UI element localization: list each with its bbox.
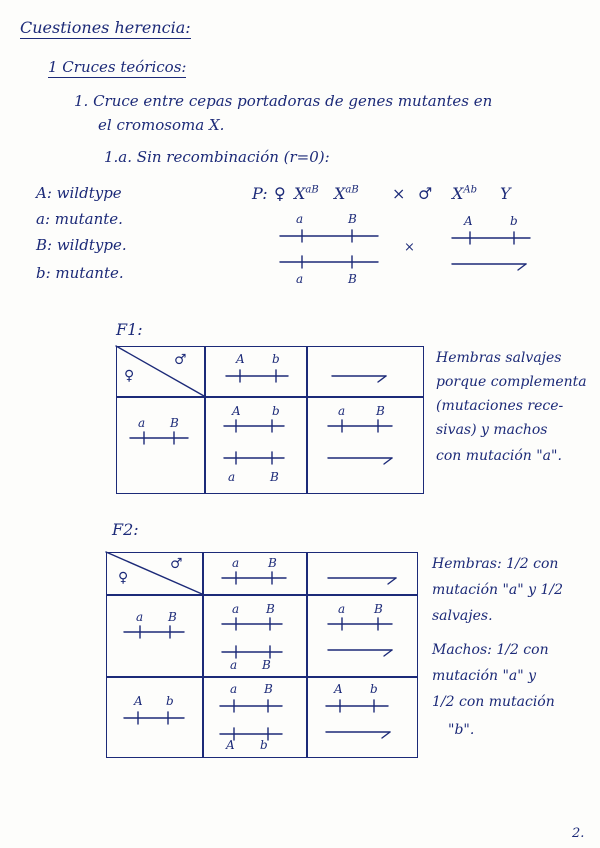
f2-r2-chromosome xyxy=(122,712,192,726)
x-text: X xyxy=(334,184,346,203)
f2-label: F2: xyxy=(112,520,139,539)
f2-r2-A: A xyxy=(134,694,143,708)
subsection-line-2: el cromosoma X. xyxy=(98,116,225,134)
x-text: X xyxy=(452,184,464,203)
f2-c21-b: b xyxy=(260,738,268,752)
subsection-1a: 1.a. Sin recombinación (r=0): xyxy=(104,148,330,166)
f1-note-5: con mutación "a". xyxy=(436,448,562,464)
x-text: X xyxy=(294,184,306,203)
f1-hdr-b: b xyxy=(272,352,280,366)
f1-row-chromosome xyxy=(128,432,198,446)
f2-r1-a: a xyxy=(136,610,144,624)
f1-row-B: B xyxy=(170,416,179,430)
subsection-line-1: 1. Cruce entre cepas portadoras de genes mutantes en xyxy=(74,92,493,110)
parent-m-label-A: A xyxy=(464,214,473,228)
cross-p-label: P: xyxy=(252,184,268,203)
f2-c11-chromosomes xyxy=(220,618,290,658)
f1-note-3: (mutaciones rece- xyxy=(436,398,564,414)
f2-male-icon: ♂ xyxy=(170,556,183,572)
f2-c11-a2: a xyxy=(230,658,238,672)
parent-male-chromosomes xyxy=(450,230,540,270)
f1-c1-B: B xyxy=(270,470,279,484)
f2-col-line-2 xyxy=(306,552,308,758)
f2-c11-B: B xyxy=(266,602,275,616)
f2-note-1: Hembras: 1/2 con xyxy=(432,556,559,572)
male-y: Y xyxy=(500,184,511,203)
legend-B: B: wildtype. xyxy=(36,236,127,254)
female-x1 xyxy=(294,184,319,203)
f1-row-a: a xyxy=(138,416,146,430)
parent-f-label-B2: B xyxy=(348,272,357,286)
f2-note-7: "b". xyxy=(448,722,475,738)
f2-female-icon: ♀ xyxy=(118,570,129,586)
f1-c2-B: B xyxy=(376,404,385,418)
parent-m-label-b: b xyxy=(510,214,518,228)
f2-c22-chromosomes xyxy=(324,700,404,740)
f1-hdr-A: A xyxy=(236,352,245,366)
male-symbol: ♂ xyxy=(418,184,433,203)
f2-c21-B: B xyxy=(264,682,273,696)
f1-note-2: porque complementa xyxy=(436,374,587,390)
f1-label: F1: xyxy=(116,320,143,339)
f1-male-icon: ♂ xyxy=(174,352,187,368)
female-symbol: ♀ xyxy=(274,184,286,203)
f2-row-line-2 xyxy=(106,676,418,678)
f2-c21-a: a xyxy=(230,682,238,696)
f2-c22-b: b xyxy=(370,682,378,696)
f1-c1-b: b xyxy=(272,404,280,418)
page-number: 2. xyxy=(572,826,585,841)
f2-r2-b: b xyxy=(166,694,174,708)
male-x xyxy=(452,184,477,203)
f2-c11-a: a xyxy=(232,602,240,616)
f1-c2-a: a xyxy=(338,404,346,418)
x-sup: aB xyxy=(345,184,359,196)
f2-c21-chromosomes xyxy=(218,700,288,740)
legend-b: b: mutante. xyxy=(36,264,124,282)
parent-f-label-B: B xyxy=(348,212,357,226)
f1-note-4: sivas) y machos xyxy=(436,422,548,438)
x-sup: Ab xyxy=(463,184,478,196)
section-text: 1 Cruces teóricos: xyxy=(48,58,187,76)
f1-hdr-chromosome xyxy=(224,370,294,384)
f2-note-5: mutación "a" y xyxy=(432,668,537,684)
parent-female-chromosomes xyxy=(278,228,388,268)
cross-times: × xyxy=(392,184,406,203)
f1-c1-chromosomes xyxy=(222,420,292,464)
f1-c2-chromosomes xyxy=(326,420,406,464)
f2-r1-chromosome xyxy=(122,626,192,640)
f1-c1-A: A xyxy=(232,404,241,418)
parent-f-label-a: a xyxy=(296,212,304,226)
f1-hdr-y xyxy=(330,368,400,384)
f1-c1-a: a xyxy=(228,470,236,484)
page-title: Cuestiones herencia: xyxy=(20,18,191,37)
parent-cross-x: × xyxy=(404,240,415,255)
f2-r1-B: B xyxy=(168,610,177,624)
f2-c12-chromosomes xyxy=(326,618,406,658)
f2-note-4: Machos: 1/2 con xyxy=(432,642,549,658)
legend-A: A: wildtype xyxy=(36,184,122,202)
f2-c12-B: B xyxy=(374,602,383,616)
f2-note-2: mutación "a" y 1/2 xyxy=(432,582,564,598)
f1-note-1: Hembras salvajes xyxy=(436,350,562,366)
f2-hdr-a: a xyxy=(232,556,240,570)
legend-a: a: mutante. xyxy=(36,210,123,228)
f2-hdr-B: B xyxy=(268,556,277,570)
f2-note-3: salvajes. xyxy=(432,608,493,624)
parent-f-label-a2: a xyxy=(296,272,304,286)
f2-c12-a: a xyxy=(338,602,346,616)
f2-c21-A: A xyxy=(226,738,235,752)
x-sup: aB xyxy=(305,184,319,196)
f2-c11-B2: B xyxy=(262,658,271,672)
female-x2 xyxy=(334,184,359,203)
f2-c22-A: A xyxy=(334,682,343,696)
f2-hdr-chromosome xyxy=(220,572,292,586)
f2-hdr-y xyxy=(326,570,406,586)
f2-note-6: 1/2 con mutación xyxy=(432,694,555,710)
f1-female-icon: ♀ xyxy=(124,368,135,384)
section-heading xyxy=(48,58,186,76)
f1-col-line-2 xyxy=(306,346,308,494)
